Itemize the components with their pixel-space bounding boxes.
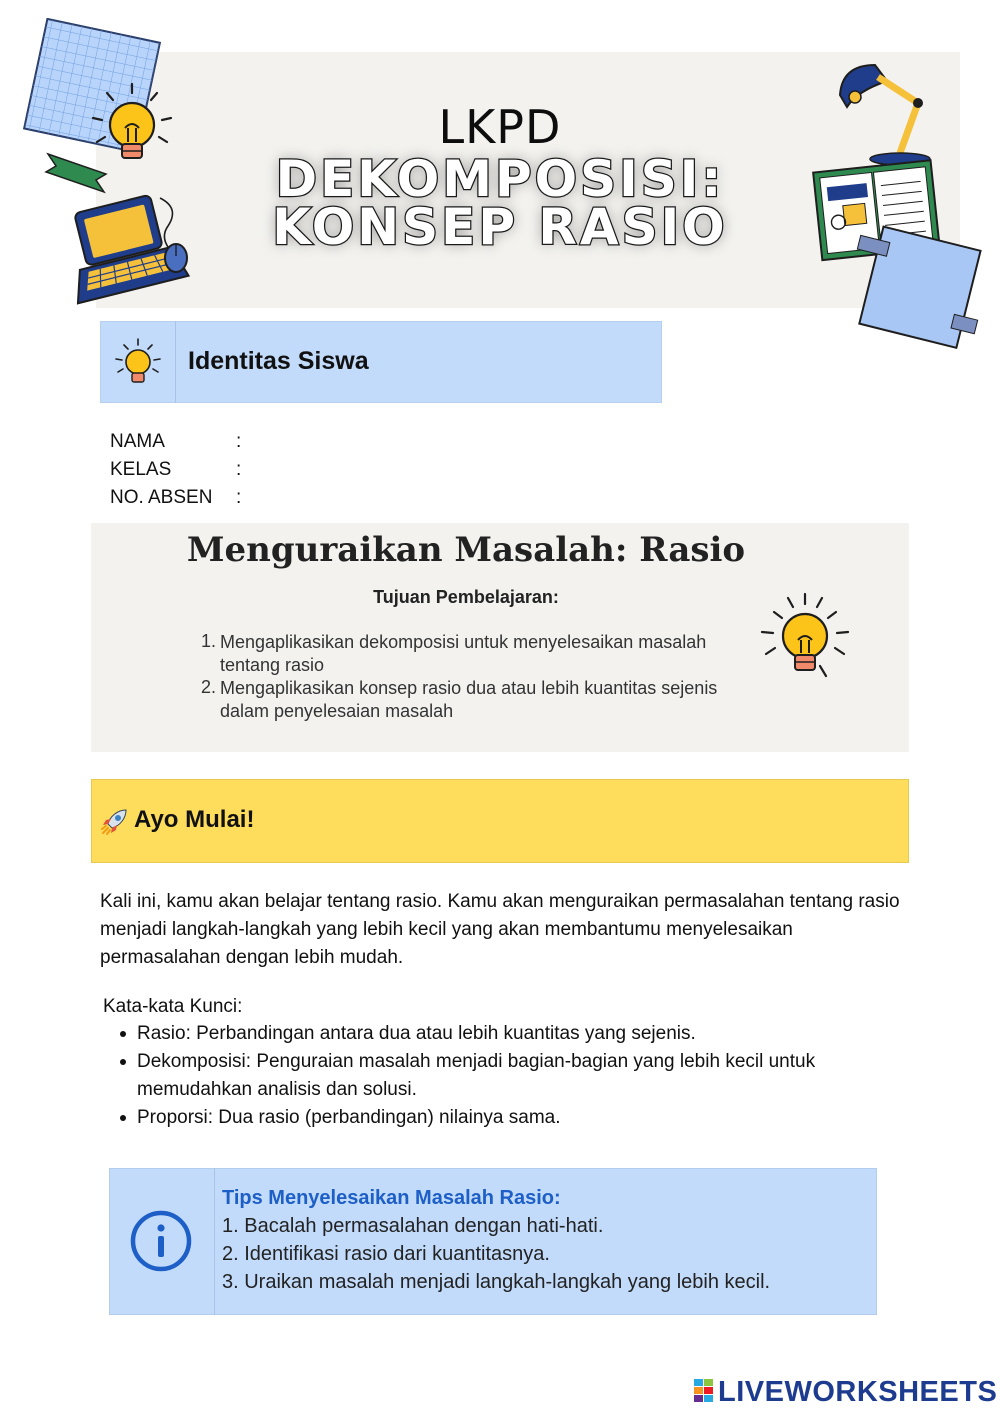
objective-number: 1. (201, 631, 217, 651)
intro-paragraph: Kali ini, kamu akan belajar tentang rasio. Kamu akan menguraikan permasalahan tentang rasio menjadi langkah-langkah yang lebih kecil yang akan membantumu menyelesaikan permasalahan dengan lebih mudah. (100, 891, 900, 968)
field-label-nama: NAMA (110, 431, 165, 452)
info-icon (129, 1209, 193, 1273)
keywords-list (137, 1020, 897, 1132)
liveworksheets-logo-icon (694, 1379, 714, 1403)
identity-header-box (100, 321, 662, 403)
tip-item: 3. Uraikan masalah menjadi langkah-langkah yang lebih kecil. (222, 1271, 771, 1293)
liveworksheets-logo[interactable]: LIVEWORKSHEETS (718, 1376, 998, 1408)
lightbulb-icon (756, 590, 854, 688)
identity-icon-cell (100, 321, 176, 403)
objective-item: Mengaplikasikan konsep rasio dua atau lebih kuantitas sejenis dalam penyelesaian masalah (220, 678, 718, 721)
rocket-icon (100, 808, 128, 836)
tips-title: Tips Menyelesaikan Masalah Rasio: (222, 1187, 561, 1209)
field-label-no-absen: NO. ABSEN (110, 487, 213, 508)
objective-item: Mengaplikasikan dekomposisi untuk menyelesaikan masalah tentang rasio (220, 632, 707, 675)
field-colon: : (236, 459, 242, 480)
keyword-item-proporsi: Proporsi: Dua rasio (perbandingan) nilainya sama. (137, 1104, 897, 1132)
header-kicker: LKPD (438, 100, 562, 154)
start-title: Ayo Mulai! (134, 806, 255, 833)
header-title-line1: DEKOMPOSISI: (275, 150, 725, 208)
keyword-item-rasio: Rasio: Perbandingan antara dua atau lebih kuantitas yang sejenis. (137, 1020, 897, 1048)
objectives-subtitle: Tujuan Pembelajaran: (373, 587, 559, 607)
tip-item: 2. Identifikasi rasio dari kuantitasnya. (222, 1243, 550, 1265)
field-label-kelas: KELAS (110, 459, 172, 480)
header-title-line2: KONSEP RASIO (272, 198, 728, 256)
keyword-item-dekomposisi: Dekomposisi: Penguraian masalah menjadi bagian-bagian yang lebih kecil untuk memudahkan analisis dan solusi. (137, 1048, 897, 1104)
identity-title: Identitas Siswa (188, 347, 369, 375)
keywords-heading: Kata-kata Kunci: (103, 996, 243, 1017)
field-colon: : (236, 431, 242, 452)
lightbulb-icon (112, 337, 164, 389)
field-colon: : (236, 487, 242, 508)
objectives-title: Menguraikan Masalah: Rasio (186, 530, 746, 570)
objective-number: 2. (201, 677, 217, 697)
tips-icon-cell (109, 1168, 215, 1315)
tip-item: 1. Bacalah permasalahan dengan hati-hati. (222, 1215, 604, 1237)
